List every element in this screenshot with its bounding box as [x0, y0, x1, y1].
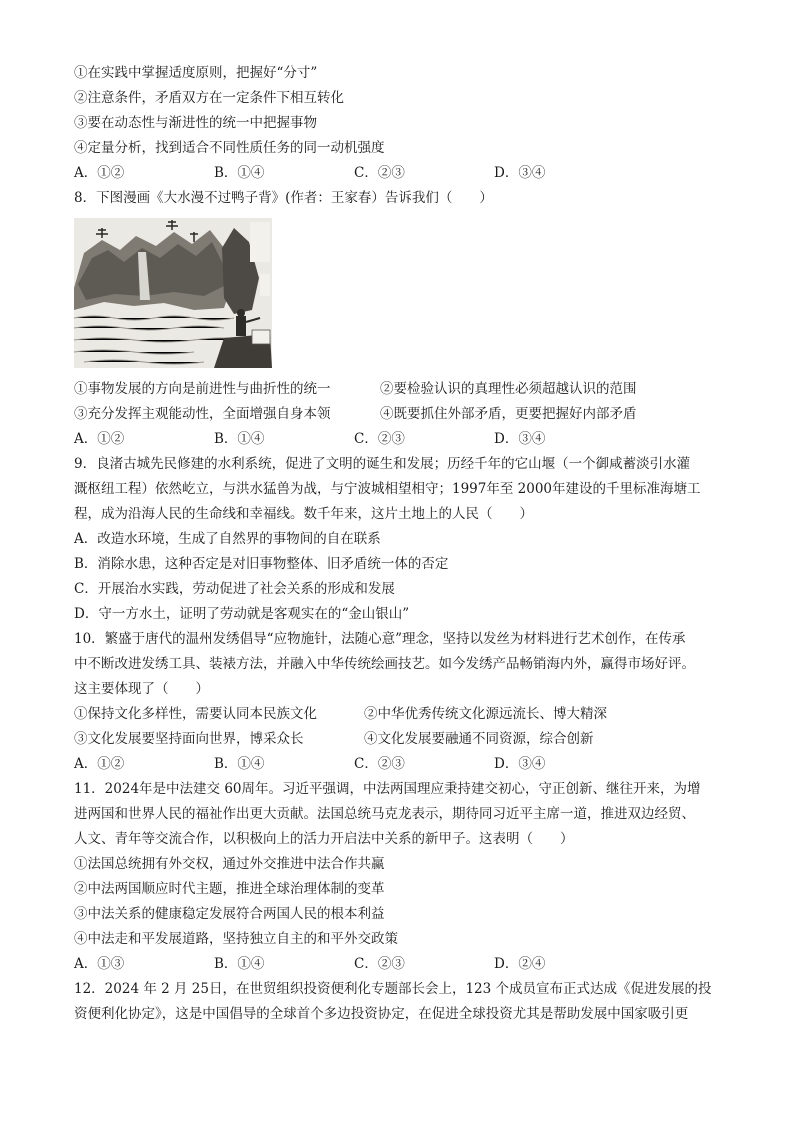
q7-statement-2: ②注意条件，矛盾双方在一定条件下相互转化 — [74, 90, 344, 106]
q8-option-a[interactable]: A．①② — [74, 431, 125, 447]
q11-options — [74, 955, 724, 973]
q11-statement-3: ③中法关系的健康稳定发展符合两国人民的根本利益 — [74, 906, 385, 922]
q9-choice-d[interactable]: D．守一方水土，证明了劳动就是客观实在的“金山银山” — [74, 606, 410, 622]
q9-choice-b[interactable]: B．消除水患，这种否定是对旧事物整体、旧矛盾统一体的否定 — [74, 556, 449, 572]
q8-option-c[interactable]: C．②③ — [354, 431, 405, 447]
q9-choice-a[interactable]: A．改造水环境，生成了自然界的事物间的自在联系 — [74, 531, 381, 547]
cartoon-image — [74, 218, 272, 368]
q11-statement-1: ①法国总统拥有外交权，通过外交推进中法合作共赢 — [74, 856, 385, 872]
q11-option-d[interactable]: D．②④ — [494, 956, 546, 972]
q7-statement-4: ④定量分析，找到适合不同性质任务的同一动机强度 — [74, 140, 385, 156]
q8-statement-1: ①事物发展的方向是前进性与曲折性的统一 — [74, 381, 331, 397]
q12-stem-line-1: 12．2024 年 2 月 25日，在世贸组织投资便利化专题部长会上，123 个成员宣布正式达成《促进发展的投 — [74, 981, 712, 997]
q8-options — [74, 430, 724, 448]
q10-options — [74, 755, 724, 773]
q11-option-c[interactable]: C．②③ — [354, 956, 405, 972]
q12-stem-line-2: 资便利化协定》，这是中国倡导的全球首个多边投资协定，在促进全球投资尤其是帮助发展中国家吸引更 — [74, 1006, 689, 1022]
q8-statement-3: ③充分发挥主观能动性，全面增强自身本领 — [74, 406, 331, 422]
q10-stem-line-3: 这主要体现了（ ） — [74, 681, 209, 697]
q7-option-c[interactable]: C．②③ — [354, 165, 405, 181]
q8-option-d[interactable]: D．③④ — [494, 431, 546, 447]
q11-stem-line-3: 人文、青年等交流合作，以积极向上的活力开启法中关系的新甲子。这表明（ ） — [74, 831, 574, 847]
q11-statement-2: ②中法两国顺应时代主题，推进全球治理体制的变革 — [74, 881, 385, 897]
q9-stem-line-3: 程，成为沿海人民的生命线和幸福线。数千年来，这片土地上的人民（ ） — [74, 506, 533, 522]
q8-statement-4: ④既要抓住外部矛盾，更要把握好内部矛盾 — [380, 406, 637, 422]
q10-statements-row-1 — [74, 705, 724, 723]
q11-option-a[interactable]: A．①③ — [74, 956, 125, 972]
q10-statement-3: ③文化发展要坚持面向世界，博采众长 — [74, 731, 304, 747]
q8-statements-row-2 — [74, 405, 724, 423]
q11-stem-line-1: 11．2024年是中法建交 60周年。习近平强调，中法两国理应秉持建交初心，守正创新、继往开来，为增 — [74, 781, 701, 797]
q7-option-b[interactable]: B．①④ — [214, 165, 265, 181]
q10-statement-4: ④文化发展要融通不同资源，综合创新 — [364, 731, 594, 747]
cartoon-drawing — [74, 218, 272, 368]
q7-statement-3: ③要在动态性与渐进性的统一中把握事物 — [74, 115, 317, 131]
q7-option-a[interactable]: A．①② — [74, 165, 125, 181]
q11-stem-line-2: 进两国和世界人民的福祉作出更大贡献。法国总统马克龙表示，期待同习近平主席一道，推进双边经贸、 — [74, 806, 695, 822]
q10-statement-2: ②中华优秀传统文化源远流长、博大精深 — [364, 706, 607, 722]
q8-statement-2: ②要检验认识的真理性必须超越认识的范围 — [380, 381, 637, 397]
q9-stem-line-2: 溉枢纽工程）依然屹立，与洪水猛兽为战，与宁波城相望相守；1997年至 2000年建设的千里标准海塘工 — [74, 481, 701, 497]
q10-option-d[interactable]: D．③④ — [494, 756, 546, 772]
q11-statement-4: ④中法走和平发展道路，坚持独立自主的和平外交政策 — [74, 931, 398, 947]
q10-option-a[interactable]: A．①② — [74, 756, 125, 772]
q10-option-b[interactable]: B．①④ — [214, 756, 265, 772]
q9-stem-line-1: 9．良渚古城先民修建的水利系统，促进了文明的诞生和发展；历经千年的它山堰（一个御咸蓄淡引水灌 — [74, 456, 691, 472]
q7-options — [74, 164, 724, 182]
q8-stem: 8．下图漫画《大水漫不过鸭子背》(作者：王家春）告诉我们（ ） — [74, 190, 493, 206]
q9-choice-c[interactable]: C．开展治水实践，劳动促进了社会关系的形成和发展 — [74, 581, 395, 597]
q7-option-d[interactable]: D．③④ — [494, 165, 546, 181]
q10-stem-line-1: 10．繁盛于唐代的温州发绣倡导“应物施针，法随心意”理念，坚持以发丝为材料进行艺术创作，在传承 — [74, 631, 686, 647]
q7-statement-1: ①在实践中掌握适度原则，把握好“分寸” — [74, 65, 318, 81]
q10-statement-1: ①保持文化多样性，需要认同本民族文化 — [74, 706, 317, 722]
q10-statements-row-2 — [74, 730, 724, 748]
q10-stem-line-2: 中不断改进发绣工具、装裱方法，并融入中华传统绘画技艺。如今发绣产品畅销海内外，赢得市场好评。 — [74, 656, 695, 672]
q10-option-c[interactable]: C．②③ — [354, 756, 405, 772]
q8-option-b[interactable]: B．①④ — [214, 431, 265, 447]
q11-option-b[interactable]: B．①④ — [214, 956, 265, 972]
q8-statements-row-1 — [74, 380, 724, 398]
